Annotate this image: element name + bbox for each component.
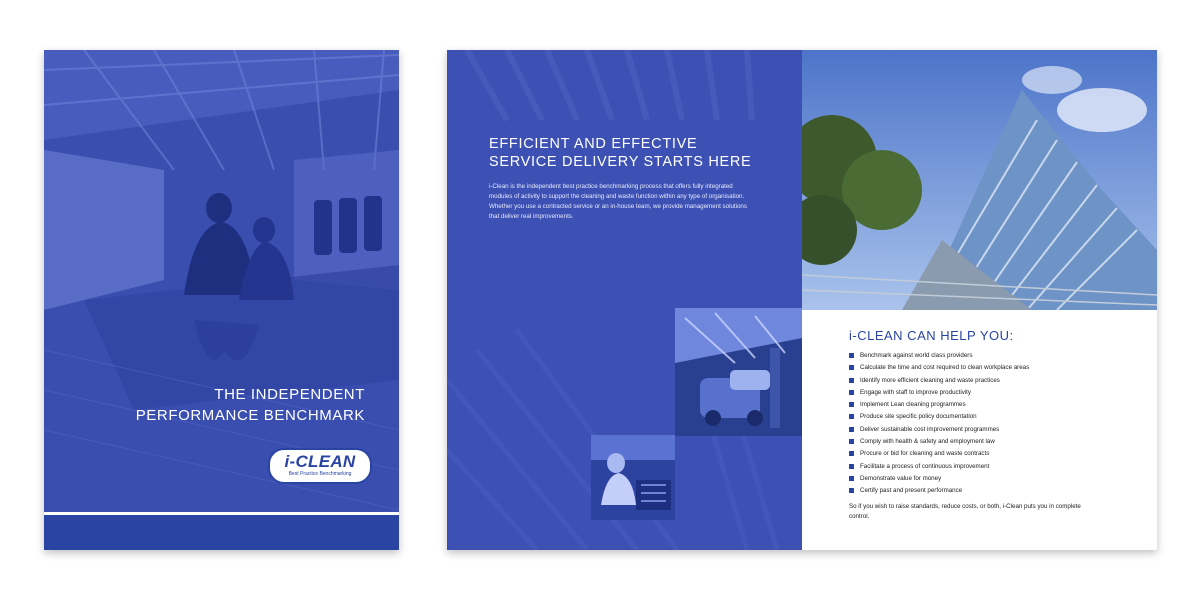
list-item-text: Certify past and present performance	[860, 487, 963, 495]
list-item-text: Calculate the time and cost required to clean workplace areas	[860, 364, 1030, 372]
list-item	[849, 436, 1139, 448]
square-bullet-icon	[849, 488, 854, 493]
lab-worker-photo	[591, 435, 675, 520]
spread-right-panel	[802, 50, 1157, 550]
square-bullet-icon	[849, 390, 854, 395]
spread-left-panel	[447, 50, 802, 550]
list-item	[849, 411, 1139, 423]
list-item	[849, 399, 1139, 411]
list-item	[849, 448, 1139, 460]
square-bullet-icon	[849, 476, 854, 481]
list-item	[849, 350, 1139, 362]
list-item	[849, 387, 1139, 399]
list-item-text: Benchmark against world class providers	[860, 352, 973, 359]
benefits-list	[849, 350, 1139, 498]
list-item-text: Implement Lean cleaning programmes	[860, 401, 966, 409]
square-bullet-icon	[849, 378, 854, 383]
list-item-text: Identify more efficient cleaning and waste practices	[860, 376, 1000, 384]
glass-building-photo	[802, 50, 1157, 310]
cover-title-line2: PERFORMANCE BENCHMARK	[135, 407, 365, 424]
list-item-text: Deliver sustainable cost improvement programmes	[860, 425, 1000, 433]
cover-title	[136, 384, 365, 426]
square-bullet-icon	[849, 353, 854, 358]
cover-bottom-band	[44, 515, 399, 550]
logo-wordmark: i-CLEAN	[284, 452, 356, 471]
square-bullet-icon	[849, 365, 854, 370]
list-item-text: Produce site specific policy documentation	[860, 413, 977, 421]
factory-robot-photo	[675, 308, 802, 436]
list-item	[849, 461, 1139, 473]
meeting-room-photo	[44, 50, 399, 515]
spread-heading	[489, 135, 751, 171]
list-item	[849, 362, 1139, 374]
list-item	[849, 485, 1139, 497]
i-clean-logo	[268, 448, 372, 484]
list-item-text: Demonstrate value for money	[860, 474, 942, 482]
help-heading: i-CLEAN CAN HELP YOU:	[849, 328, 1014, 343]
square-bullet-icon	[849, 451, 854, 456]
closing-paragraph: So if you wish to raise standards, reduce costs, or both, i-Clean puts you in complete control.	[849, 503, 1081, 520]
list-item	[849, 473, 1139, 485]
square-bullet-icon	[849, 427, 854, 432]
spread-heading-line2: SERVICE DELIVERY STARTS HERE	[489, 154, 752, 170]
list-item	[849, 424, 1139, 436]
list-item	[849, 375, 1139, 387]
brochure-spread	[447, 50, 1157, 550]
cover-title-line1: THE INDEPENDENT	[214, 386, 365, 403]
brochure-cover	[44, 50, 399, 550]
square-bullet-icon	[849, 464, 854, 469]
list-item-text: Comply with health & safety and employment law	[860, 438, 995, 446]
list-item-text: Engage with staff to improve productivity	[860, 388, 971, 396]
logo-tagline: Best Practice Benchmarking	[288, 471, 352, 477]
intro-paragraph: i-Clean is the independent best practice benchmarking process that offers fully integrated modules of activity to support the cleaning and waste function within any type of organisation. Whether you use a contracted service or an in-house team, we provide management solutions that deliver real improvements.	[489, 183, 747, 220]
square-bullet-icon	[849, 414, 854, 419]
square-bullet-icon	[849, 439, 854, 444]
list-item-text: Facilitate a process of continuous improvement	[860, 462, 990, 470]
square-bullet-icon	[849, 402, 854, 407]
spread-heading-line1: EFFICIENT AND EFFECTIVE	[489, 136, 698, 152]
list-item-text: Procure or bid for cleaning and waste contracts	[860, 450, 990, 458]
